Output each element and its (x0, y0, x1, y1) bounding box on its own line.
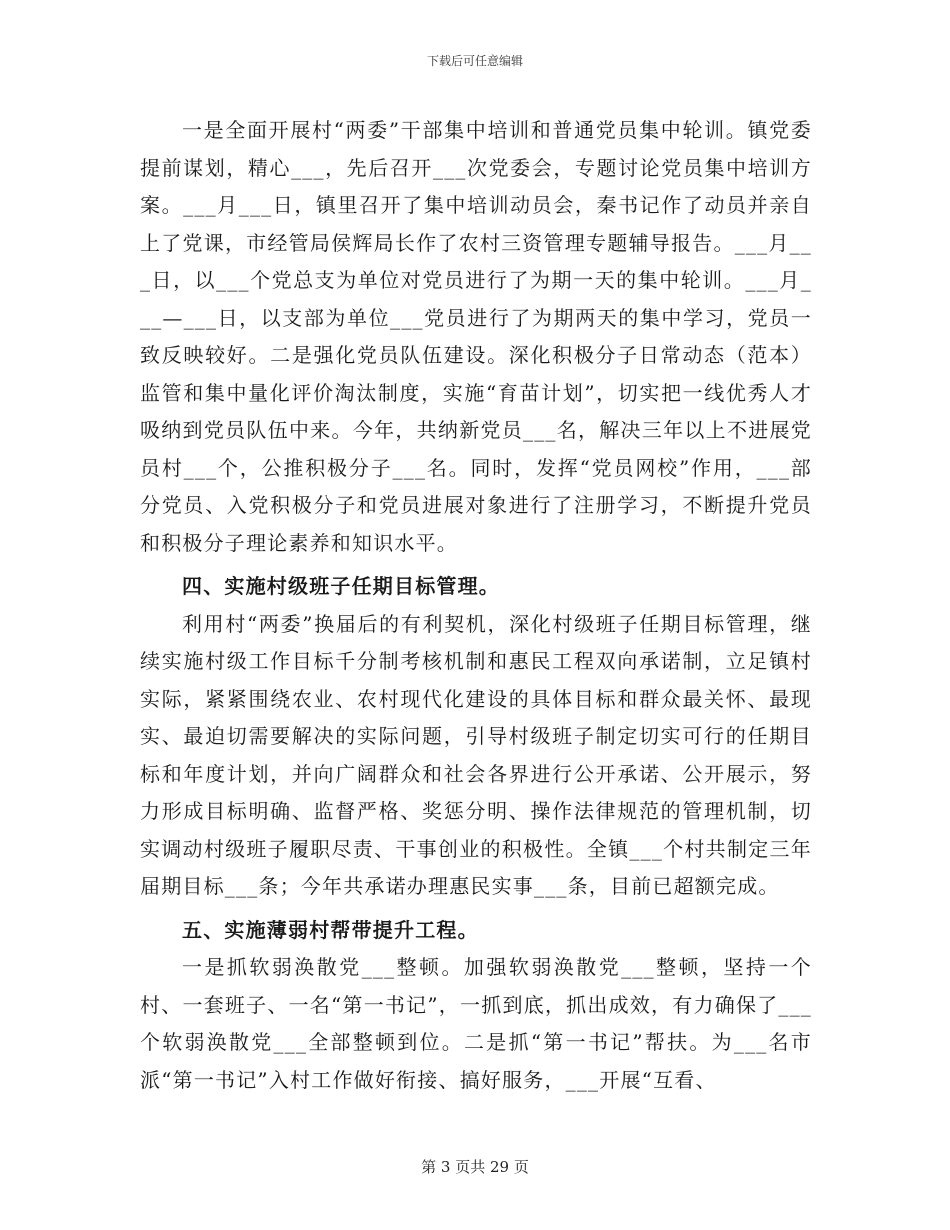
paragraph-party-training: 一是全面开展村“两委”干部集中培训和普通党员集中轮训。镇党委提前谋划，精心___，先后召开___次党委会，专题讨论党员集中培训方案。___月___日，镇里召开了集中培训动员会，秦书记作了动员并亲自上了党课，市经管局侯辉局长作了农村三资管理专题辅导报告。___月___日，以___个党总支为单位对党员进行了为期一天的集中轮训。___月___—___日，以支部为单位___党员进行了为期两天的集中学习，党员一致反映较好。二是强化党员队伍建设。深化积极分子日常动态（范本）监管和集中量化评价淘汰制度，实施“育苗计划”，切实把一线优秀人才吸纳到党员队伍中来。今年，共纳新党员___名，解决三年以上不进展党员村___个，公推积极分子___名。同时，发挥“党员网校”作用，___部分党员、入党积极分子和党员进展对象进行了注册学习，不断提升党员和积极分子理论素养和知识水平。 (140, 118, 812, 555)
document-body (140, 112, 812, 1099)
paragraph-weak-village-support: 一是抓软弱涣散党___整顿。加强软弱涣散党___整顿，坚持一个村、一套班子、一名“第一书记”，一抓到底，抓出成效，有力确保了___个软弱涣散党___全部整顿到位。二是抓“第一书记”帮扶。为___名市派“第一书记”入村工作做好衔接、搞好服务，___开展“互看、 (140, 955, 812, 1092)
paragraph-term-goal-management: 利用村“两委”换届后的有利契机，深化村级班子任期目标管理，继续实施村级工作目标千分制考核机制和惠民工程双向承诺制，立足镇村实际，紧紧围绕农业、农村现代化建设的具体目标和群众最关怀、最现实、最迫切需要解决的实际问题，引导村级班子制定切实可行的任期目标和年度计划，并向广阔群众和社会各界进行公开承诺、公开展示，努力形成目标明确、监督严格、奖惩分明、操作法律规范的管理机制，切实调动村级班子履职尽责、干事创业的积极性。全镇___个村共制定三年届期目标___条；今年共承诺办理惠民实事___条，目前已超额完成。 (140, 611, 812, 898)
page-number-footer: 第 3 页共 29 页 (421, 1158, 529, 1176)
page-header: 下载后可任意编辑 (426, 54, 523, 68)
section-heading-five: 五、实施薄弱村帮带提升工程。 (182, 917, 479, 942)
section-heading-four: 四、实施村级班子任期目标管理。 (182, 574, 500, 598)
